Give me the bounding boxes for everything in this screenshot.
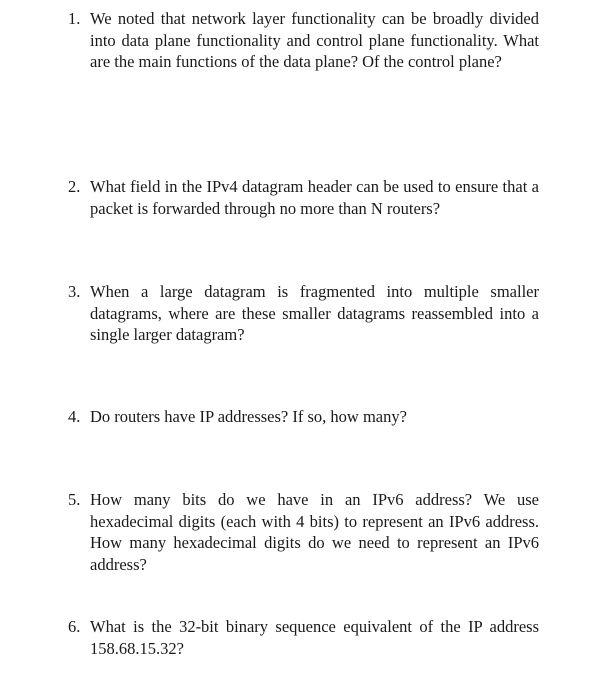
question-text: What field in the IPv4 datagram header can be used to ensure that a packet is forwarded through no more than N routers? — [90, 177, 539, 218]
question-1 — [68, 8, 539, 73]
question-text: How many bits do we have in an IPv6 address? We use hexadecimal digits (each with 4 bits) to represent an IPv6 address. How many hexadecimal digits do we need to represent an IPv6 address? — [90, 490, 539, 574]
question-number: 6. — [68, 617, 81, 636]
question-text: We noted that network layer functionality can be broadly divided into data plane functionality and control plane functionality. What are the main functions of the data plane? Of the control plane? — [90, 9, 539, 71]
question-text: When a large datagram is fragmented into multiple smaller datagrams, where are these smaller datagrams reassembled into a single larger datagram? — [90, 282, 539, 344]
question-number: 4. — [68, 407, 81, 426]
question-number: 1. — [68, 9, 81, 28]
question-3 — [68, 281, 539, 346]
question-number: 5. — [68, 490, 81, 509]
question-text: What is the 32-bit binary sequence equivalent of the IP address 158.68.15.32? — [90, 617, 539, 658]
question-number: 2. — [68, 177, 81, 196]
question-text: Do routers have IP addresses? If so, how many? — [90, 407, 407, 426]
question-number: 3. — [68, 282, 81, 301]
question-5 — [68, 489, 539, 575]
question-2 — [68, 176, 539, 219]
question-4 — [68, 406, 539, 428]
question-6 — [68, 616, 539, 659]
